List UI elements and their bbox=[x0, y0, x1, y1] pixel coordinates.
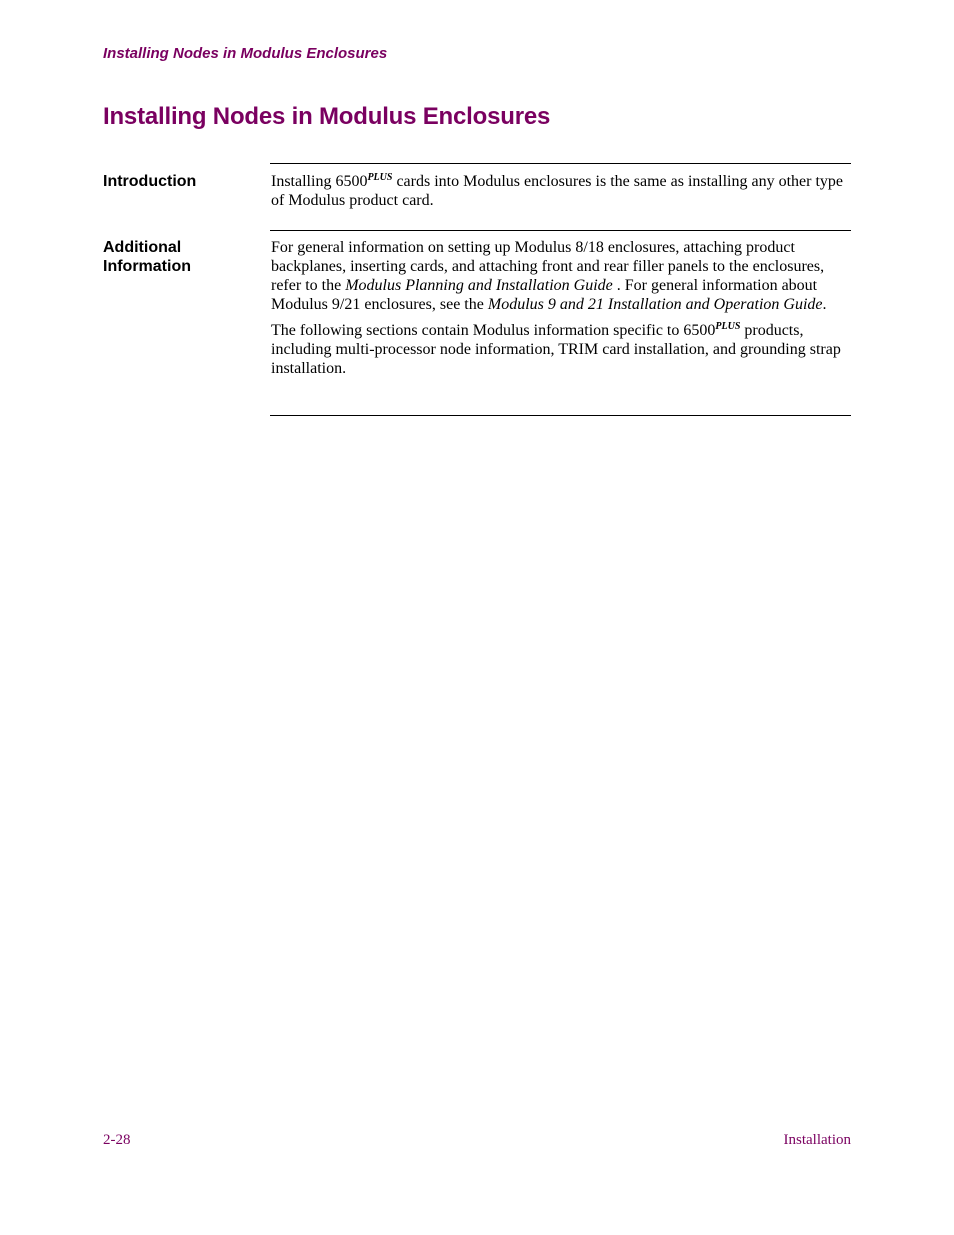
introduction-text bbox=[271, 172, 851, 210]
additional-text-part: For general information on setting up Modulus 8/18 enclosures, attaching product backplanes, inserting cards, and attaching front and rear filler panels to the enclosures, refer to the bbox=[271, 239, 825, 294]
additional-text-part: . For general information about Modulus 9/21 enclosures, see the bbox=[271, 277, 818, 313]
footer-page-number: 2-28 bbox=[103, 1132, 131, 1148]
additional-information-text bbox=[271, 238, 851, 378]
additional-paragraph-1 bbox=[271, 238, 851, 314]
additional-label-line2: Information bbox=[103, 258, 191, 275]
plus-superscript: PLUS bbox=[715, 321, 741, 332]
additional-text-part: . bbox=[822, 296, 827, 313]
intro-text-part: Installing 6500 bbox=[271, 173, 368, 190]
plus-superscript: PLUS bbox=[367, 172, 393, 183]
introduction-label: Introduction bbox=[103, 173, 197, 190]
section-divider-middle bbox=[270, 230, 851, 231]
section-divider-bottom bbox=[270, 415, 851, 416]
additional-text-part: The following sections contain Modulus information specific to 6500 bbox=[271, 322, 716, 339]
introduction-paragraph bbox=[271, 172, 851, 210]
section-divider-top bbox=[270, 163, 851, 164]
footer-chapter: Installation bbox=[783, 1132, 851, 1148]
running-header: Installing Nodes in Modulus Enclosures bbox=[103, 45, 388, 62]
planning-guide-title: Modulus Planning and Installation Guide bbox=[345, 277, 613, 294]
additional-text-part: products, including multi-processor node information, TRIM card installation, and grounding strap installation. bbox=[271, 322, 841, 377]
additional-information-label bbox=[103, 238, 191, 276]
additional-label-line1: Additional bbox=[103, 239, 182, 256]
additional-paragraph-2 bbox=[271, 321, 851, 378]
page-title: Installing Nodes in Modulus Enclosures bbox=[103, 103, 551, 130]
installation-guide-title: Modulus 9 and 21 Installation and Operation Guide bbox=[487, 296, 823, 313]
intro-text-part: cards into Modulus enclosures is the same as installing any other type of Modulus product card. bbox=[271, 173, 844, 209]
